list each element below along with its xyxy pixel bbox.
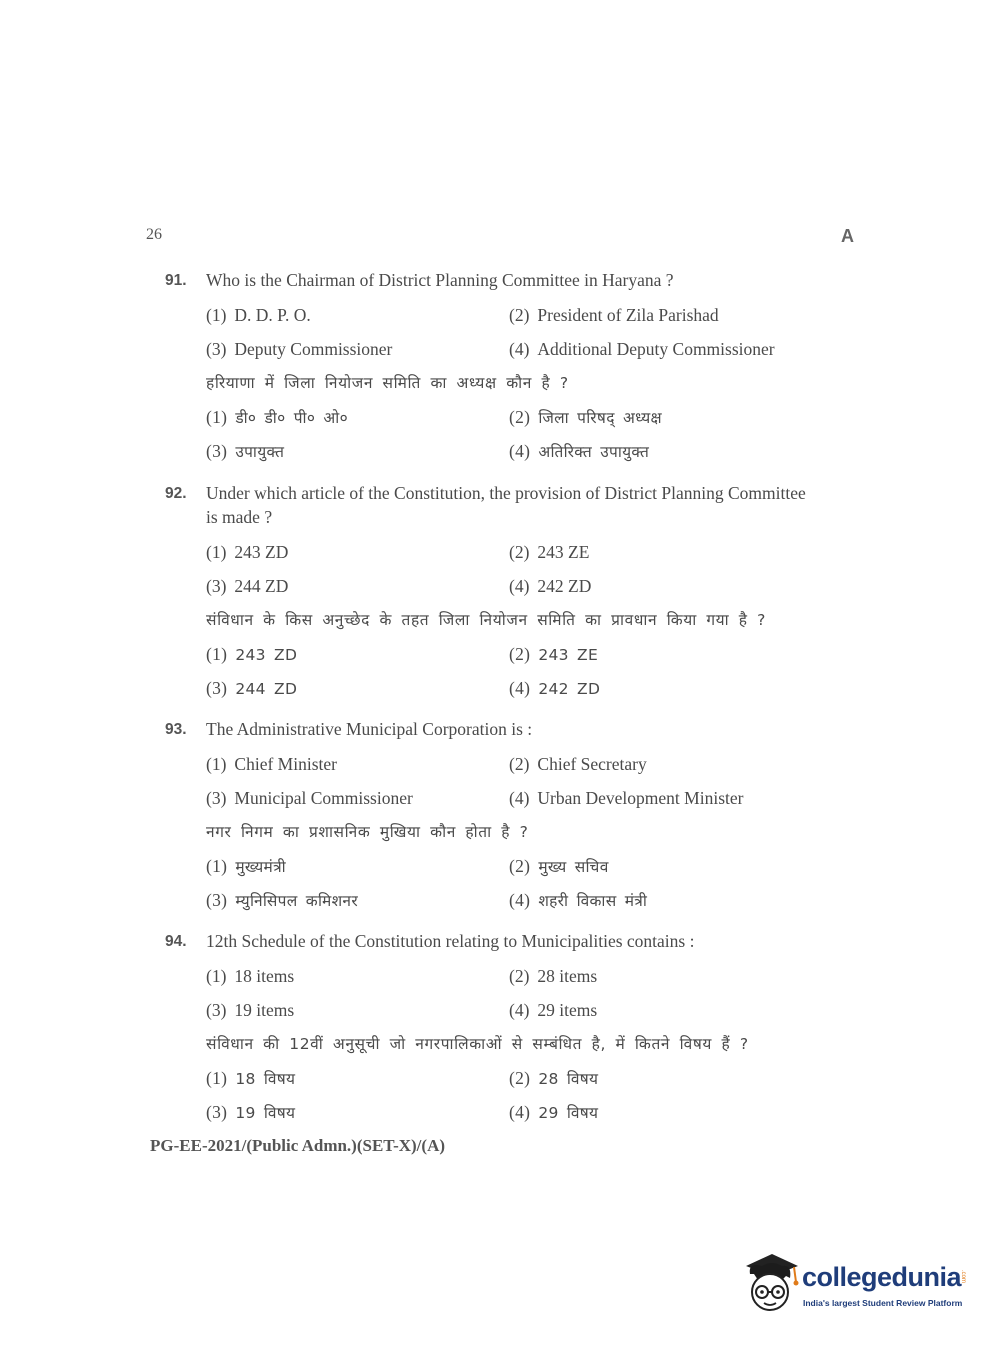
option-2: (2) 243 ZE [509, 542, 590, 562]
logo-tagline: India's largest Student Review Platform [803, 1298, 963, 1308]
question-number: 94. [165, 933, 187, 950]
option-2: (2) Chief Secretary [509, 754, 647, 774]
collegedunia-logo[interactable] [742, 1250, 972, 1320]
option-3: (3) 244 ZD [206, 576, 289, 596]
set-letter: A [841, 226, 854, 246]
option-2-hi: (2) 28 विषय [509, 1068, 599, 1088]
question-text-en: Under which article of the Constitution, the provision of District Planning Committee is made ? [206, 483, 806, 527]
option-2-hi: (2) 243 ZE [509, 644, 599, 664]
option-4: (4) Additional Deputy Commissioner [509, 339, 775, 359]
option-1-hi: (1) डी० डी० पी० ओ० [206, 407, 348, 427]
option-1-hi: (1) 243 ZD [206, 644, 298, 664]
question-93 [165, 717, 855, 917]
option-3-hi: (3) 244 ZD [206, 678, 298, 698]
option-1: (1) Chief Minister [206, 754, 337, 774]
option-4: (4) 242 ZD [509, 576, 592, 596]
option-3: (3) 19 items [206, 1000, 295, 1020]
question-text-en: Who is the Chairman of District Planning Committee in Haryana ? [206, 270, 674, 290]
paper-code: PG-EE-2021/(Public Admn.)(SET-X)/(A) [150, 1136, 446, 1155]
option-4-hi: (4) 29 विषय [509, 1102, 599, 1122]
question-91 [165, 268, 855, 468]
question-text-en: The Administrative Municipal Corporation is : [206, 719, 533, 739]
question-94 [165, 929, 855, 1129]
option-4-hi: (4) 242 ZD [509, 678, 601, 698]
option-2: (2) President of Zila Parishad [509, 305, 719, 325]
option-3-hi: (3) म्युनिसिपल कमिशनर [206, 890, 358, 910]
option-4: (4) Urban Development Minister [509, 788, 744, 808]
option-4: (4) 29 items [509, 1000, 598, 1020]
question-text-en: 12th Schedule of the Constitution relating to Municipalities contains : [206, 931, 695, 951]
question-number: 92. [165, 485, 187, 502]
option-1: (1) D. D. P. O. [206, 305, 311, 325]
page-number: 26 [146, 226, 162, 243]
option-4-hi: (4) अतिरिक्त उपायुक्त [509, 441, 650, 461]
question-text-hi: नगर निगम का प्रशासनिक मुखिया कौन होता है ? [206, 823, 529, 841]
option-3-hi: (3) उपायुक्त [206, 441, 285, 461]
option-2-hi: (2) जिला परिषद् अध्यक्ष [509, 407, 662, 427]
option-2-hi: (2) मुख्य सचिव [509, 856, 609, 876]
question-number: 93. [165, 721, 187, 738]
option-1-hi: (1) मुख्यमंत्री [206, 856, 286, 876]
option-3: (3) Deputy Commissioner [206, 339, 393, 359]
question-number: 91. [165, 272, 187, 289]
option-3-hi: (3) 19 विषय [206, 1102, 296, 1122]
option-4-hi: (4) शहरी विकास मंत्री [509, 890, 648, 910]
option-1: (1) 243 ZD [206, 542, 289, 562]
question-text-hi: संविधान की 12वीं अनुसूची जो नगरपालिकाओं से सम्बंधित है, में कितने विषय हैं ? [206, 1035, 749, 1053]
option-3: (3) Municipal Commissioner [206, 788, 413, 808]
option-2: (2) 28 items [509, 966, 598, 986]
question-text-hi: हरियाणा में जिला नियोजन समिति का अध्यक्ष कौन है ? [206, 374, 569, 392]
option-1: (1) 18 items [206, 966, 295, 986]
logo-com-suffix: .com [960, 1270, 966, 1284]
option-1-hi: (1) 18 विषय [206, 1068, 296, 1088]
logo-wordmark: collegedunia [802, 1262, 962, 1292]
question-text-hi: संविधान के किस अनुच्छेद के तहत जिला नियोजन समिति का प्रावधान किया गया है ? [206, 611, 766, 629]
student-mascot-icon [742, 1250, 800, 1316]
question-92 [165, 481, 855, 705]
